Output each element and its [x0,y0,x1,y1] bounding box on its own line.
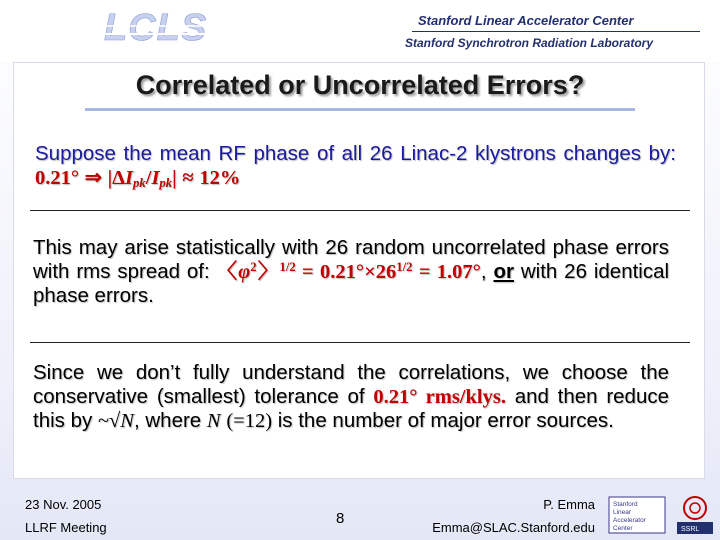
abs-open: |Δ [107,167,126,189]
divider [30,342,690,343]
current-symbol: I [151,167,160,189]
page-number: 8 [336,510,345,527]
svg-text:Center: Center [613,525,633,532]
abs-close: | [172,167,177,189]
rms-result: = 1.07° [418,261,481,283]
p3-text-where: , where [133,409,202,432]
paragraph-phase-change [35,142,676,190]
p3-text: Since we don’t fully understand the correlations, we choose the conservative (smallest) tolerance of [33,361,669,408]
half-exponent: 1/2 [279,260,296,275]
header [0,0,720,62]
angle-bracket-close: 〉 [256,261,280,283]
n-symbol: N [120,410,134,432]
ssrl-badge-icon [675,492,715,536]
comma: , [480,260,487,283]
svg-text:Accelerator: Accelerator [613,517,646,524]
n-value: (=12) [226,410,273,432]
rms-formula [217,261,481,283]
approx-symbol: ≈ [182,167,194,189]
svg-text:Linear: Linear [613,509,632,516]
lcls-logo [100,6,210,50]
p3-text-mid: and then reduce this by [33,385,670,432]
angle-bracket-open: 〈 [216,261,239,283]
slide-title: Correlated or Uncorrelated Errors? [135,70,585,100]
pk-subscript: pk [133,176,146,191]
pk-subscript: pk [159,176,173,191]
rms-expression: = 0.21°×26 [302,261,397,283]
svg-text:LCLS: LCLS [104,7,208,49]
title-underline [85,108,635,111]
paragraph-tolerance [33,361,669,433]
p2-text: This may arise statistically with 26 random uncorrelated phase errors with rms spread of: [33,236,669,283]
implies-symbol: ⇒ [84,167,102,189]
p1-text: Suppose the mean RF phase of all 26 Linac-2 klystrons changes by: [35,142,676,165]
p1-peak-current-ratio [108,167,177,189]
phi-symbol: φ [238,261,251,283]
slash: / [145,167,152,189]
org-name-slac: Stanford Linear Accelerator Center [418,13,634,28]
svg-text:SSRL: SSRL [681,526,700,533]
p2-text-end: with 26 identical phase errors. [33,260,670,307]
or-emphasis: or [493,260,514,283]
p3-text-end: is the number of major error sources. [277,409,614,432]
svg-text:Stanford: Stanford [613,501,638,508]
footer-author: P. Emma [543,497,595,512]
square-exponent: 2 [250,260,257,275]
footer-date: 23 Nov. 2005 [25,497,102,512]
slac-logo [608,494,678,536]
p1-phase-value: 0.21° [35,167,80,189]
org-name-ssrl: Stanford Synchrotron Radiation Laboratory [405,36,654,50]
tolerance-value: 0.21° rms/klys. [373,386,506,408]
p1-percent-value: 12% [199,167,241,189]
current-symbol: I [125,167,134,189]
footer-email: Emma@SLAC.Stanford.edu [432,520,595,535]
n-symbol: N [206,410,221,432]
sqrt-symbol: ~√ [97,410,121,432]
half-exponent: 1/2 [396,260,413,275]
header-divider [412,31,700,32]
footer-meeting: LLRF Meeting [25,520,107,535]
paragraph-statistical [33,236,669,308]
divider [30,210,690,211]
